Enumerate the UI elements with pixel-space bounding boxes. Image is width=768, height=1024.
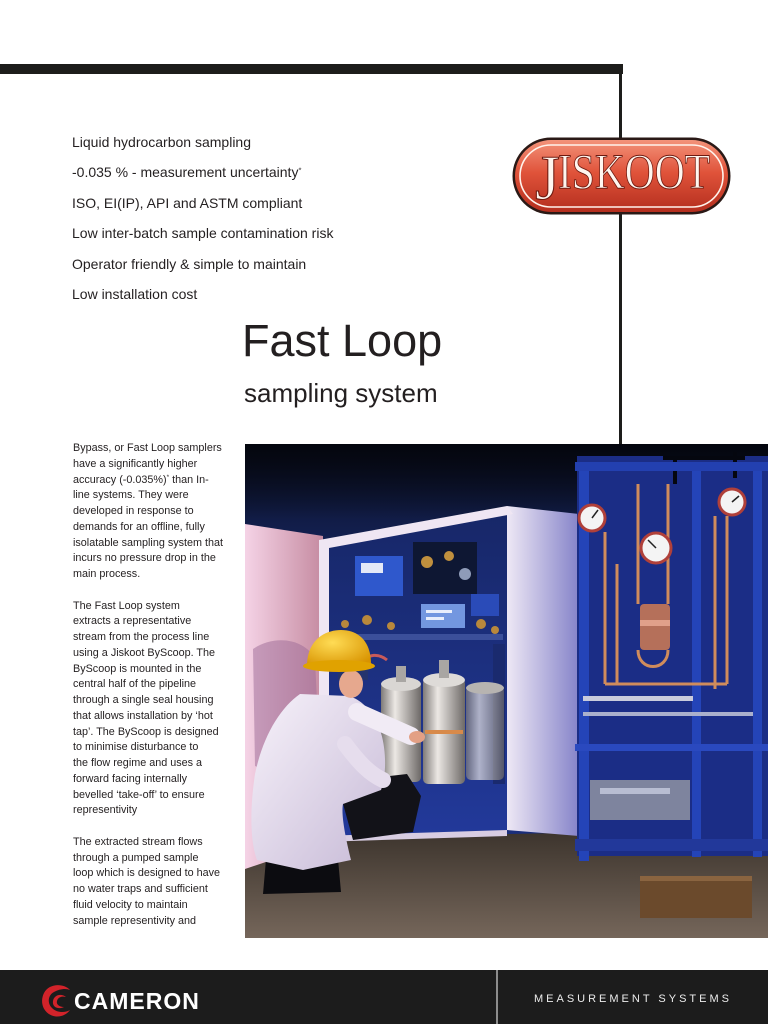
body-line: incurs no pressure drop in the [73, 552, 216, 565]
footnote-marker: * [166, 473, 170, 481]
vertical-rule [619, 64, 622, 444]
body-line: representivity [73, 804, 138, 817]
top-rule [0, 64, 623, 74]
pipework-skid [575, 452, 768, 918]
body-line: the flow regime and uses a [73, 757, 203, 769]
body-paragraph [73, 835, 238, 930]
body-line: that allows installation by ‘hot [73, 709, 213, 722]
logo-initial: J [535, 142, 560, 213]
product-photo [245, 444, 768, 938]
body-line: The Fast Loop system [73, 599, 180, 612]
feature-item [72, 157, 333, 187]
feature-item: Operator friendly & simple to maintain [72, 255, 307, 272]
body-line: stream from the process line [73, 631, 210, 643]
footer-divider [496, 970, 498, 1024]
body-line: demands for an offline, fully [73, 520, 205, 533]
body-line: The extracted stream flows [73, 835, 203, 848]
pressure-gauge [641, 533, 671, 563]
body-line: through a pumped sample [73, 851, 199, 864]
feature-item: Liquid hydrocarbon sampling [72, 134, 251, 150]
body-line: forward facing internally [73, 772, 188, 785]
body-line: through a single seal housing [73, 694, 214, 706]
footer-bar [0, 970, 768, 1024]
body-line: developed in response to [73, 505, 194, 517]
body-line: ByScoop is mounted in the [73, 662, 202, 675]
body-paragraph [73, 599, 238, 820]
body-line: isolatable sampling system that [73, 536, 224, 549]
body-line: tap’. The ByScoop is designed [73, 725, 219, 738]
body-line: line systems. They were [73, 489, 189, 502]
body-line: Bypass, or Fast Loop samplers [73, 442, 222, 454]
feature-item: Low inter-batch sample contamination risk [72, 225, 334, 242]
body-line: main process. [73, 568, 141, 580]
body-line: extracts a representative [73, 615, 192, 628]
body-line: central half of the pipeline [73, 678, 197, 691]
body-text [73, 441, 238, 945]
logo-rest: ISKOOT [558, 143, 710, 199]
svg-text:J [535, 142, 560, 213]
cameron-logo: CAMERON [74, 988, 200, 1014]
body-line: bevelled ‘take-off’ to ensure [73, 788, 205, 801]
feature-text: -0.035 % - measurement uncertainty [72, 164, 299, 181]
body-line: loop which is designed to have [73, 867, 221, 880]
page-subtitle: sampling system [244, 378, 438, 408]
pressure-gauge [579, 505, 605, 531]
body-paragraph [73, 441, 238, 583]
body-line: have a significantly higher [73, 457, 198, 470]
jiskoot-logo [511, 136, 732, 216]
page-title: Fast Loop [242, 315, 443, 366]
feature-item: ISO, EI(IP), API and ASTM compliant [72, 194, 303, 211]
cameron-swirl-icon [39, 983, 73, 1017]
pressure-gauge [719, 489, 745, 515]
footnote-marker: * [298, 165, 302, 175]
body-line: fluid velocity to maintain [73, 898, 188, 911]
svg-text:ISKOOT [558, 143, 710, 199]
body-line: no water traps and sufficient [73, 883, 208, 895]
feature-list [72, 127, 333, 309]
body-line: using a Jiskoot ByScoop. The [73, 646, 216, 659]
body-line [73, 473, 238, 489]
body-line-text: accuracy (-0.035%) [73, 473, 167, 486]
body-line: to minimise disturbance to [73, 741, 199, 754]
body-line: sample representivity and [73, 914, 197, 927]
feature-item: Low installation cost [72, 285, 198, 302]
division-name: MEASUREMENT SYSTEMS [534, 993, 732, 1005]
body-line-text: than In- [169, 473, 209, 486]
